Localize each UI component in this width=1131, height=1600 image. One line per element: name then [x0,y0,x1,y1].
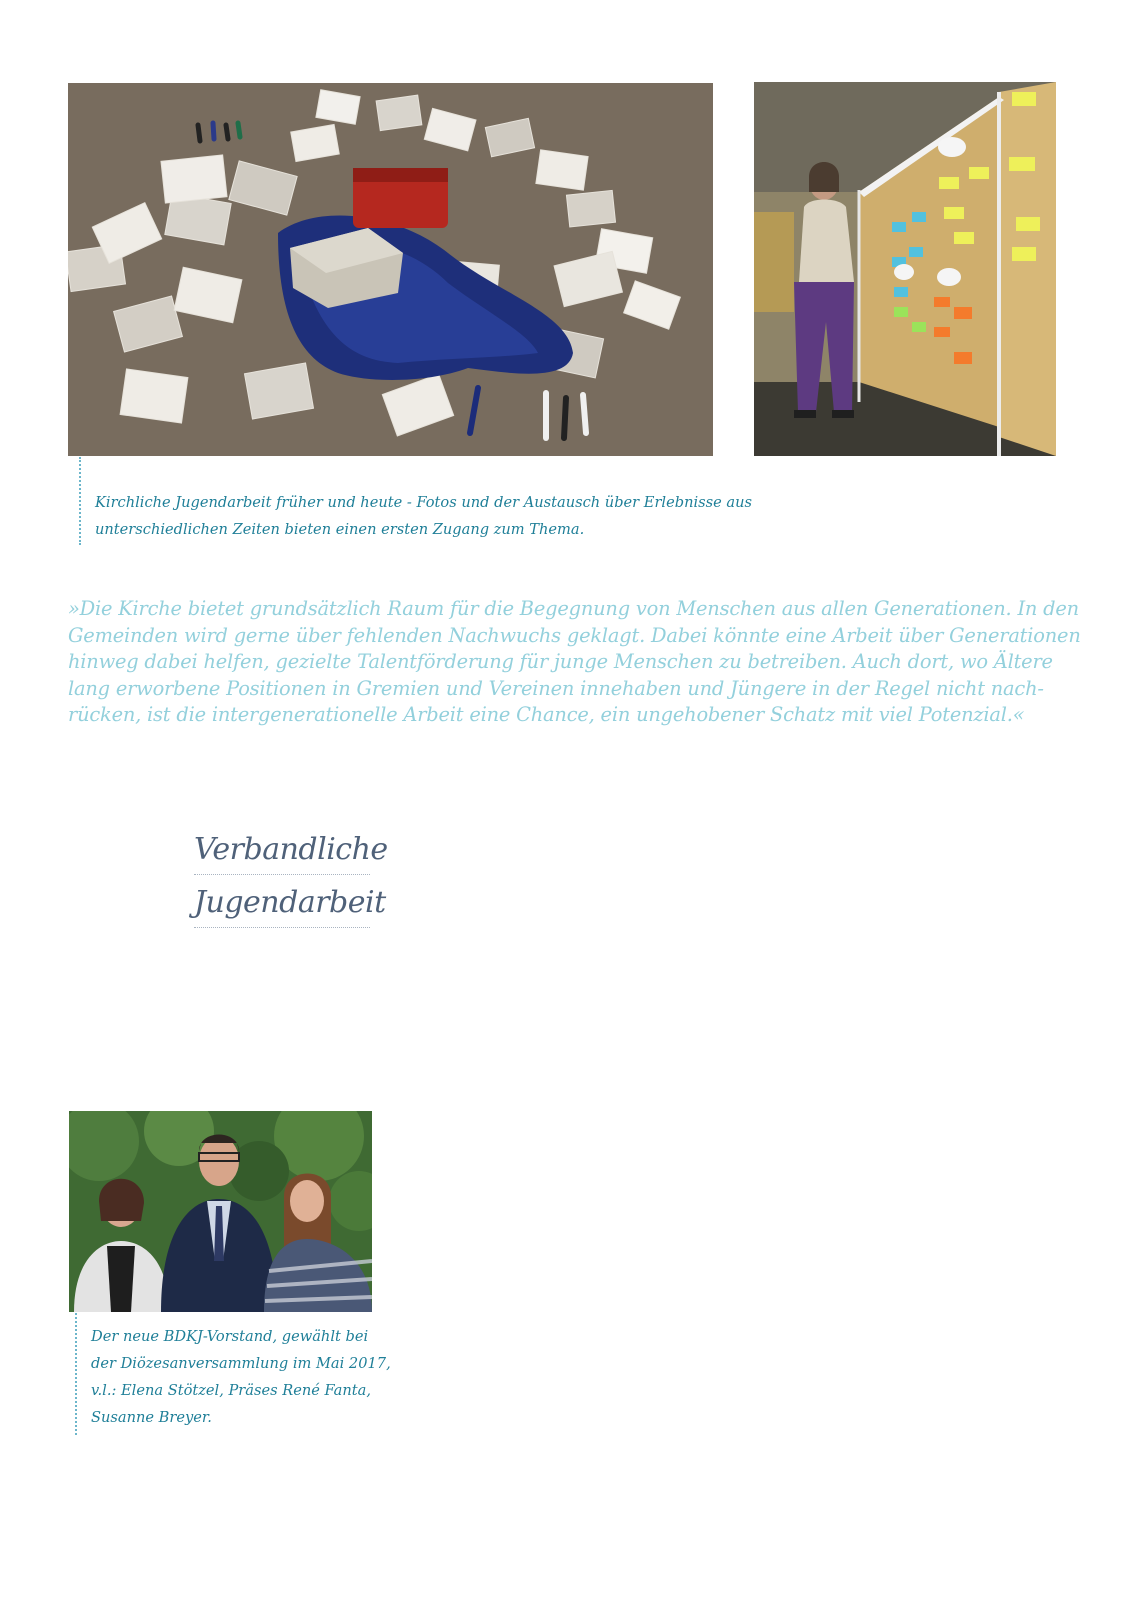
caption-line: Kirchliche Jugendarbeit früher und heute - Fotos und der Austausch über Erlebnisse aus [95,494,752,511]
caption-line: Der neue BDKJ-Vorstand, gewählt bei [91,1328,369,1345]
caption-portrait [75,1313,391,1435]
quote-line: lang erworbene Positionen in Gremien und Vereinen innehaben und Jüngere in der Regel nicht nach- [68,676,1044,700]
pull-quote [68,596,1081,729]
quote-line: rücken, ist die intergenerationelle Arbeit eine Chance, ein ungehobener Schatz mit viel Potenzial.« [68,703,1025,727]
photo-group-portrait [69,1111,372,1312]
caption-line: unterschiedlichen Zeiten bieten einen ersten Zugang zum Thema. [95,521,585,538]
quote-line: Gemeinden wird gerne über fehlenden Nachwuchs geklagt. Dabei könnte eine Arbeit über Generationen [68,623,1081,647]
heading-line-1: Verbandliche [194,822,370,875]
photo-memories [68,83,713,456]
photos-and-chest-icon [68,83,713,456]
section-heading [194,822,388,928]
quote-line: »Die Kirche bietet grundsätzlich Raum für die Begegnung von Menschen aus allen Generationen. In den [68,597,1079,620]
photo-speaker [754,82,1056,456]
caption-photos [79,457,752,545]
presenter-at-board-icon [754,82,1056,456]
heading-line-2: Jugendarbeit [194,875,370,928]
group-portrait-icon [69,1111,372,1312]
caption-line: der Diözesanversammlung im Mai 2017, [91,1355,391,1372]
caption-line: Susanne Breyer. [91,1409,212,1426]
quote-line: hinweg dabei helfen, gezielte Talentförderung für junge Menschen zu betreiben. Auch dort, wo Ältere [68,650,1053,674]
caption-line: v.l.: Elena Stötzel, Präses René Fanta, [91,1382,371,1399]
